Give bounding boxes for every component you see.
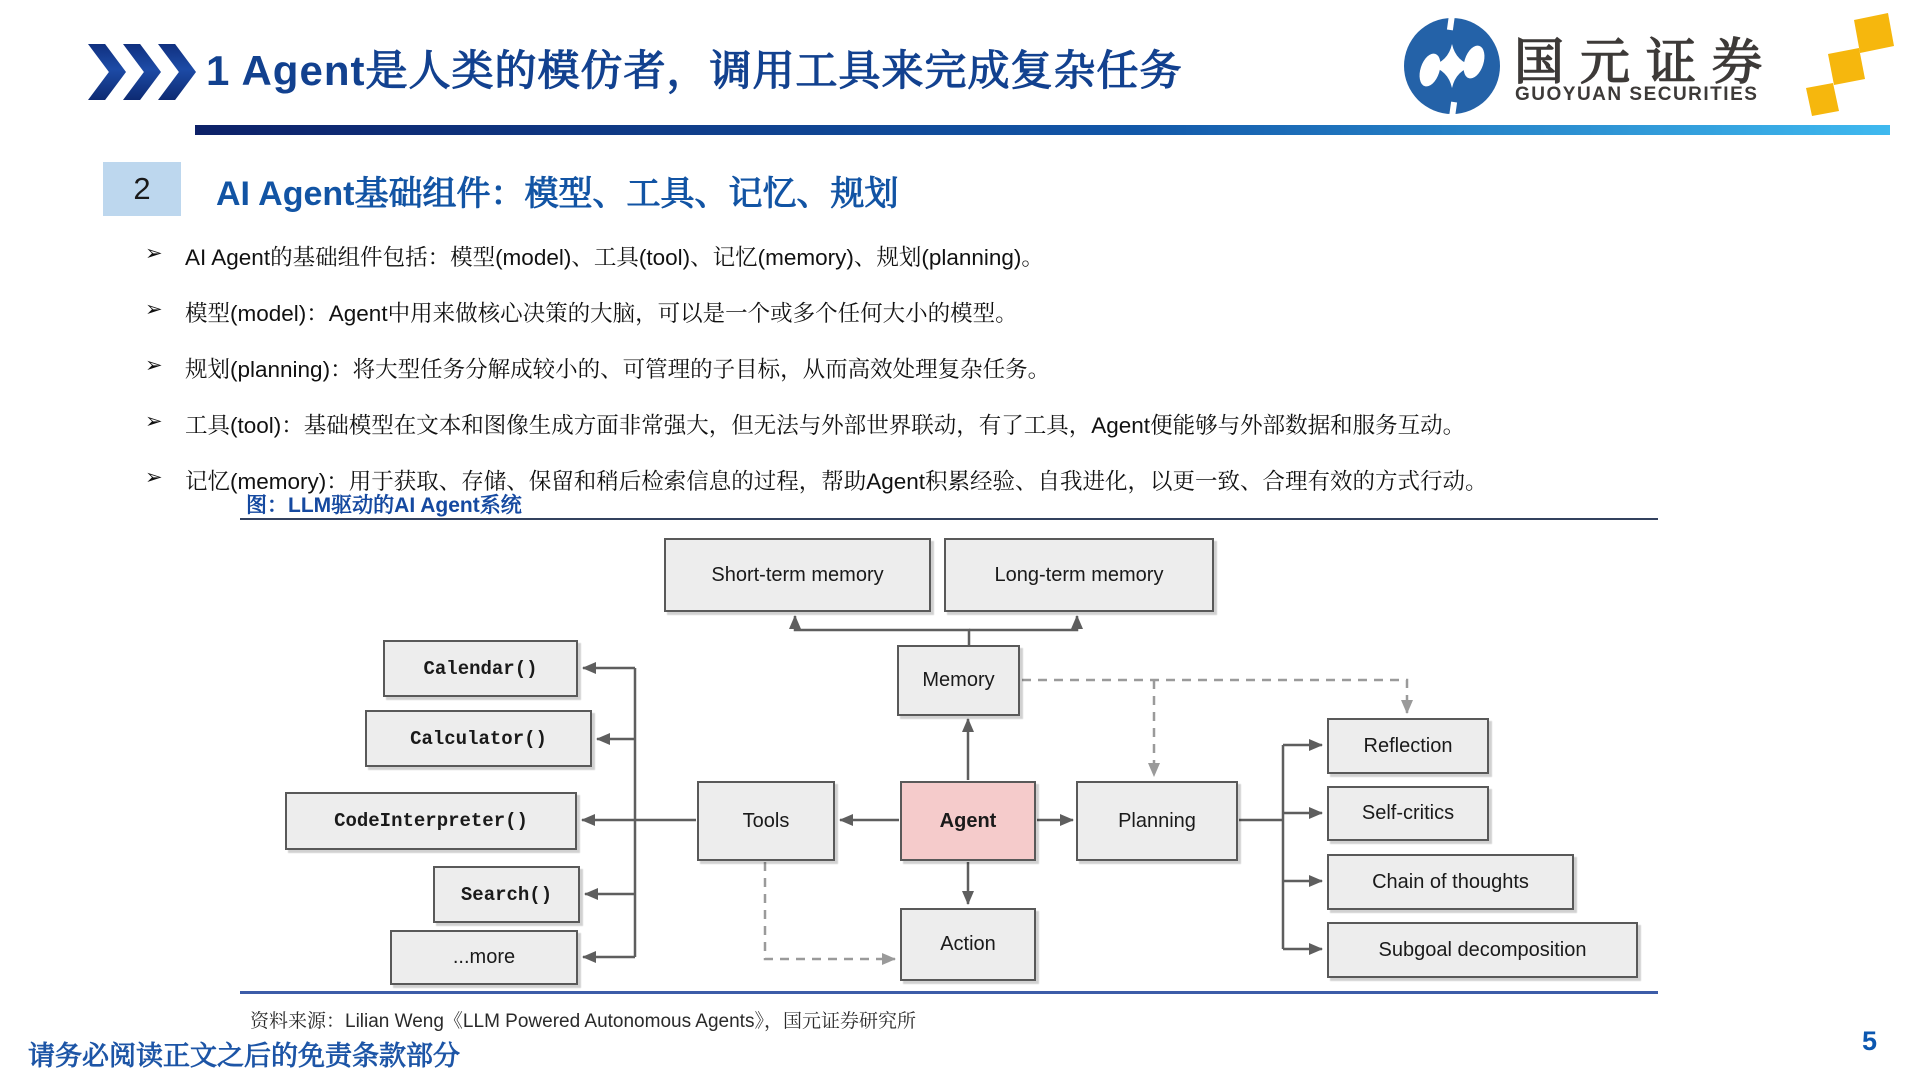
bullet-arrow-icon: ➢ <box>145 466 163 489</box>
brand-name-cn: 国元证券 <box>1514 34 1778 90</box>
node-action: Action <box>900 908 1036 981</box>
disclaimer-text: 请务必阅读正文之后的免责条款部分 <box>28 1041 460 1071</box>
section-number-badge: 2 <box>103 162 181 216</box>
node-planning: Planning <box>1076 781 1238 861</box>
page-number: 5 <box>1862 1026 1878 1056</box>
bullet-text: 规划(planning)：将大型任务分解成较小的、可管理的子目标，从而高效处理复杂任务。 <box>185 357 1051 382</box>
page-title: 1 Agent是人类的模仿者，调用工具来完成复杂任务 <box>206 47 1183 94</box>
node-long-term-memory: Long-term memory <box>944 538 1214 612</box>
node-tools: Tools <box>697 781 835 861</box>
node-chain-of-thoughts: Chain of thoughts <box>1327 854 1574 910</box>
bullet-text: 工具(tool)：基础模型在文本和图像生成方面非常强大，但无法与外部世界联动，有了工具，Agent便能够与外部数据和服务互动。 <box>185 413 1466 438</box>
section-title: AI Agent基础组件：模型、工具、记忆、规划 <box>216 175 899 213</box>
bullet-text: 记忆(memory)：用于获取、存储、保留和稍后检索信息的过程，帮助Agent积累经验、自我进化，以更一致、合理有效的方式行动。 <box>185 469 1488 494</box>
bullet-arrow-icon: ➢ <box>145 242 163 265</box>
bullet-arrow-icon: ➢ <box>145 354 163 377</box>
figure-caption: 图：LLM驱动的AI Agent系统 <box>246 494 522 517</box>
bullet-text: 模型(model)：Agent中用来做核心决策的大脑，可以是一个或多个任何大小的模型。 <box>185 301 1018 326</box>
figure-source: 资料来源：Lilian Weng《LLM Powered Autonomous Agents》，国元证券研究所 <box>250 1011 916 1032</box>
node-subgoal-decomposition: Subgoal decomposition <box>1327 922 1638 978</box>
node-memory: Memory <box>897 645 1020 716</box>
node-calculator: Calculator() <box>365 710 592 767</box>
node-calendar: Calendar() <box>383 640 578 697</box>
node-self-critics: Self-critics <box>1327 786 1489 841</box>
bullet-text: AI Agent的基础组件包括：模型(model)、工具(tool)、记忆(memory)、规划(planning)。 <box>185 245 1044 270</box>
node-agent: Agent <box>900 781 1036 861</box>
bullet-arrow-icon: ➢ <box>145 410 163 433</box>
node-code-interpreter: CodeInterpreter() <box>285 792 577 850</box>
bullet-arrow-icon: ➢ <box>145 298 163 321</box>
node-search: Search() <box>433 866 580 923</box>
brand-name-en: GUOYUAN SECURITIES <box>1515 84 1759 105</box>
node-short-term-memory: Short-term memory <box>664 538 931 612</box>
node-reflection: Reflection <box>1327 718 1489 774</box>
node-more: ...more <box>390 930 578 985</box>
